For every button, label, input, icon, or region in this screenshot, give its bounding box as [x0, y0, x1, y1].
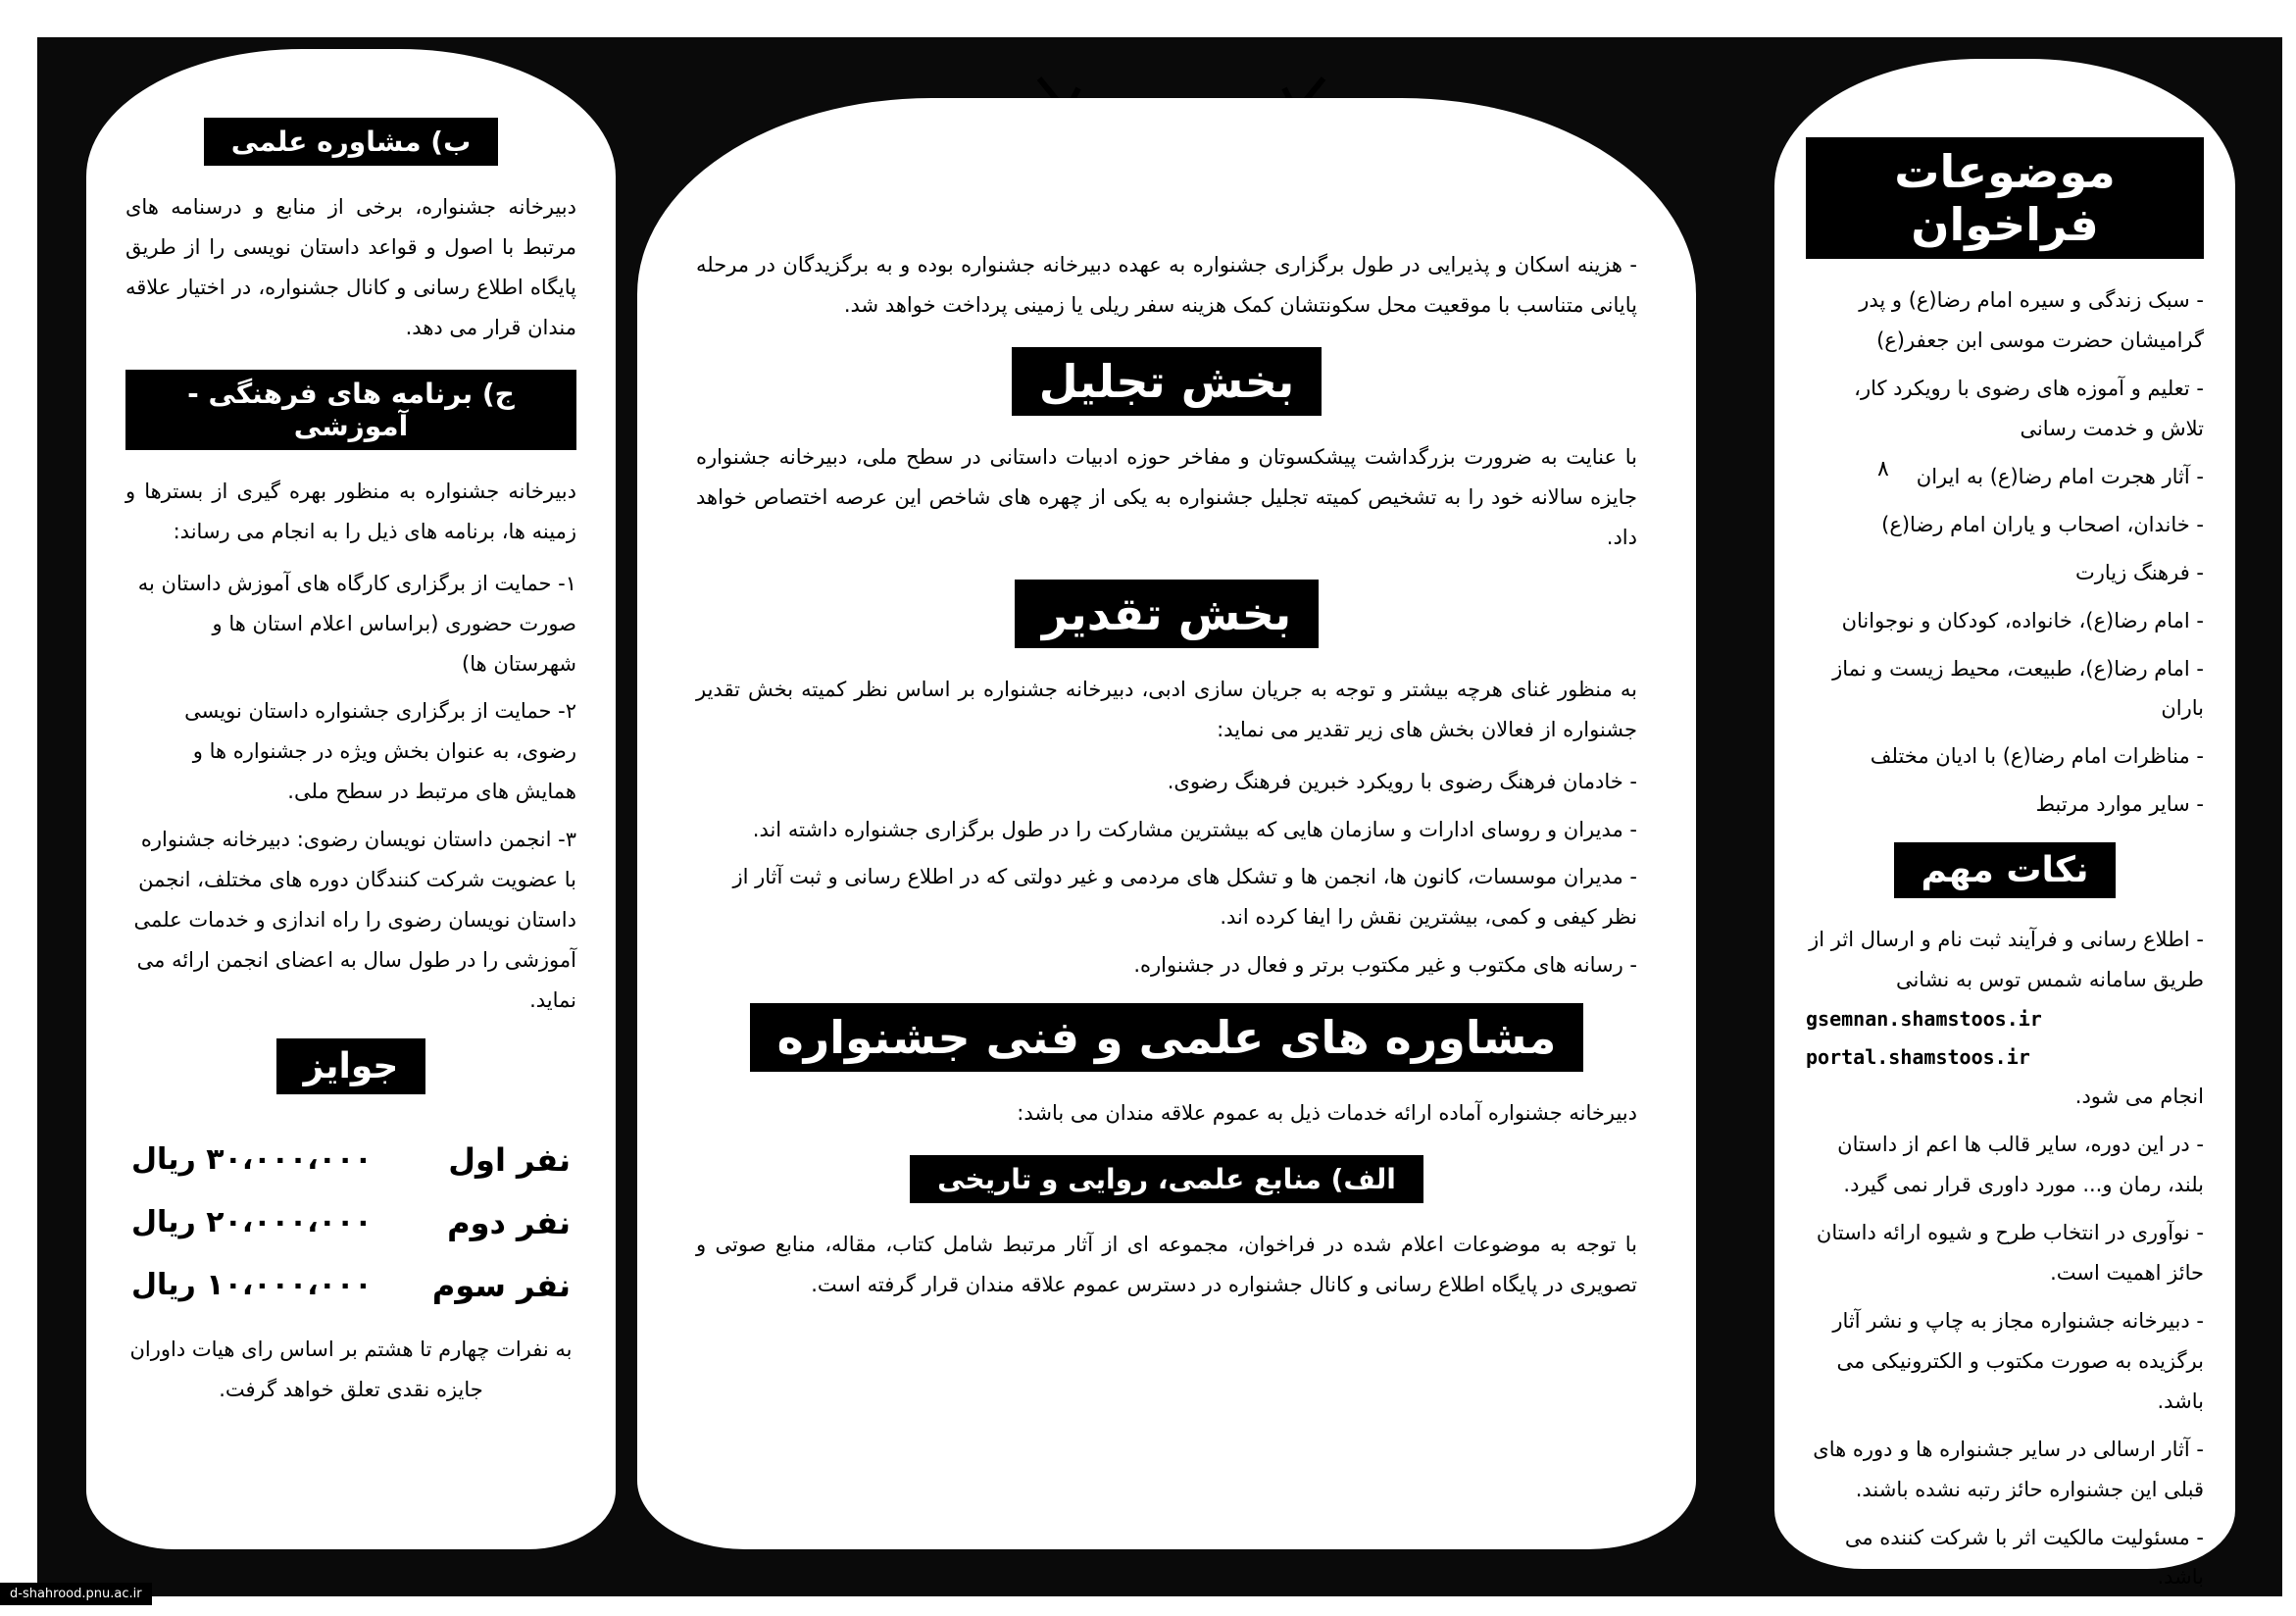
accommodation-text: - هزینه اسکان و پذیرایی در طول برگزاری جشنواره به عهده دبیرخانه جشنواره بوده و به برگزیدگان در مرحله پایانی متناسب با موقعیت محل سکونتشان کمک هزینه سفر ریلی یا زمینی پرداخت خواهد شد. — [696, 253, 1637, 317]
program-item: ۳- انجمن داستان نویسان رضوی: دبیرخانه جشنواره با عضویت شرکت کنندگان دوره های مختلف، انجمن داستان نویسان رضوی را راه اندازی و خدمات علمی آموزشی را در طول سال به اعضای انجمن ارائه می نماید. — [133, 828, 576, 1012]
notes-list — [1806, 920, 2204, 1597]
middle-panel — [637, 98, 1696, 1549]
note-item: - در این دوره، سایر قالب ها اعم از داستان بلند، رمان و... مورد داوری قرار نمی گیرد. — [1837, 1133, 2204, 1196]
topic-item: - امام رضا(ع)، خانواده، کودکان و نوجوانان — [1841, 608, 2204, 632]
note-item: - نوآوری در انتخاب طرح و شیوه ارائه داستان حائز اهمیت است. — [1816, 1220, 2204, 1285]
topic-item: - سبک زندگی و سیره امام رضا(ع) و پدر گرامیشان حضرت موسی ابن جعفر(ع) — [1859, 288, 2204, 352]
consult-intro: دبیرخانه جشنواره آماده ارائه خدمات ذیل به عموم علاقه مندان می باشد: — [1017, 1101, 1637, 1126]
notes-title: نکات مهم — [1894, 842, 2117, 898]
prize-amount: ۱۰،۰۰۰،۰۰۰ ریال — [131, 1268, 373, 1303]
page-number: ۸ — [1877, 457, 1889, 481]
appreciation-item: - خادمان فرهنگ رضوی با رویکرد خبرین فرهنگ رضوی. — [1167, 769, 1637, 793]
appreciation-section-title: بخش تقدیر — [1015, 580, 1319, 648]
note-item: - مسئولیت مالکیت اثر با شرکت کننده می باشد. — [1844, 1525, 2204, 1590]
advice-subtitle: ب) مشاوره علمی — [204, 118, 498, 166]
url-link[interactable]: gsemnan.shamstoos.ir — [1806, 1007, 2042, 1032]
prize-rank: نفر سوم — [431, 1266, 571, 1304]
programs-list — [125, 564, 576, 1021]
program-item: ۱- حمایت از برگزاری کارگاه های آموزش داستان به صورت حضوری (براساس اعلام استان ها و شهرستان ها) — [137, 571, 576, 676]
appreciation-item: - مدیران موسسات، کانون ها، انجمن ها و تشکل های مردمی و غیر دولتی که در اطلاع رسانی و ثبت آثار از نظر کیفی و کمی، بیشترین نقش را ایفا کرده اند. — [732, 865, 1637, 930]
appreciation-item: - مدیران و روسای ادارات و سازمان هایی که بیشترین مشارکت را در طول برگزاری جشنواره داشته اند. — [752, 817, 1637, 841]
topic-item: - آثار هجرت امام رضا(ع) به ایران — [1916, 464, 2204, 488]
note-item-registration — [1806, 920, 2204, 1117]
program-item: ۲- حمایت از برگزاری جشنواره داستان نویسی رضوی، به عنوان بخش ویژه در جشنواره ها و همایش های مرتبط در سطح ملی. — [184, 699, 576, 804]
topic-item: - امام رضا(ع)، طبیعت، محیط زیست و نماز باران — [1832, 656, 2204, 721]
prize-row — [131, 1204, 571, 1241]
honor-section-title: بخش تجلیل — [1012, 347, 1323, 416]
prize-rank: نفر دوم — [447, 1203, 571, 1241]
note-item: - دبیرخانه جشنواره مجاز به چاپ و نشر آثار برگزیده به صورت مکتوب و الکترونیکی می باشد. — [1832, 1308, 2204, 1413]
topic-item: - تعلیم و آموزه های رضوی با رویکرد کار، تلاش و خدمت رسانی — [1854, 376, 2204, 440]
url-link[interactable]: portal.shamstoos.ir — [1806, 1045, 2030, 1070]
prizes-note: به نفرات چهارم تا هشتم بر اساس رای هیات داوران جایزه نقدی تعلق خواهد گرفت. — [129, 1337, 573, 1401]
left-panel — [86, 49, 616, 1549]
programs-subtitle: ج) برنامه های فرهنگی - آموزشی — [125, 370, 576, 450]
topic-item: - مناظرات امام رضا(ع) با ادیان مختلف — [1870, 744, 2204, 769]
prize-row — [131, 1141, 571, 1179]
right-panel — [1774, 59, 2235, 1590]
appreciation-intro: به منظور غنای هرچه بیشتر و توجه به جریان سازی ادبی، دبیرخانه جشنواره بر اساس نظر کمیته بخش تقدیر جشنواره از فعالان بخش های زیر تقدیر می نماید: — [696, 677, 1637, 741]
registration-text: - اطلاع رسانی و فرآیند ثبت نام و ارسال اثر از طریق سامانه شمس توس به نشانی — [1809, 928, 2204, 992]
honor-text: با عنایت به ضرورت بزرگداشت پیشکسوتان و مفاخر حوزه ادبیات داستانی در سطح ملی، دبیرخانه جشنواره جایزه سالانه خود را به تشخیص کمیته تجلیل جشنواره به یکی از چهره های شاخص این عرصه اختصاص خواهد داد. — [696, 444, 1637, 549]
prize-row — [131, 1267, 571, 1304]
topic-item: - فرهنگ زیارت — [2074, 560, 2204, 584]
registration-suffix: انجام می شود. — [2074, 1085, 2204, 1109]
topic-item: - خاندان، اصحاب و یاران امام رضا(ع) — [1881, 512, 2204, 536]
prize-amount: ۲۰،۰۰۰،۰۰۰ ریال — [131, 1205, 373, 1240]
topics-title: موضوعات فراخوان — [1806, 137, 2204, 259]
appreciation-item: - رسانه های مکتوب و غیر مکتوب برتر و فعال در جشنواره. — [1133, 953, 1637, 978]
note-item: - آثار ارسالی در سایر جشنواره ها و دوره های قبلی این جشنواره حائز رتبه نشده باشند. — [1813, 1437, 2204, 1501]
topic-item: - سایر موارد مرتبط — [2035, 792, 2204, 817]
topics-list — [1806, 280, 2204, 825]
programs-intro: دبیرخانه جشنواره به منظور بهره گیری از بسترها و زمینه ها، برنامه های ذیل را به انجام می رساند: — [125, 479, 576, 543]
appreciation-list — [696, 762, 1637, 986]
prize-amount: ۳۰،۰۰۰،۰۰۰ ریال — [131, 1142, 373, 1178]
sources-text: با توجه به موضوعات اعلام شده در فراخوان، مجموعه ای از آثار مرتبط شامل کتاب، مقاله، منابع صوتی و تصویری در پایگاه اطلاع رسانی و کانال جشنواره در دسترس عموم علاقه مندان قرار گرفته است. — [696, 1233, 1637, 1297]
sources-subtitle: الف) منابع علمی، روایی و تاریخی — [910, 1155, 1423, 1203]
prizes-title: جوایز — [276, 1038, 426, 1094]
consult-section-title: مشاوره های علمی و فنی جشنواره — [750, 1003, 1584, 1072]
advice-text: دبیرخانه جشنواره، برخی از منابع و درسنامه های مرتبط با اصول و قواعد داستان نویسی را از طریق پایگاه اطلاع رسانی و کانال جشنواره، در اختیار علاقه مندان قرار می دهد. — [125, 195, 576, 339]
prize-rank: نفر اول — [448, 1140, 571, 1179]
site-watermark: d-shahrood.pnu.ac.ir — [0, 1583, 152, 1605]
prizes-list — [125, 1141, 576, 1304]
